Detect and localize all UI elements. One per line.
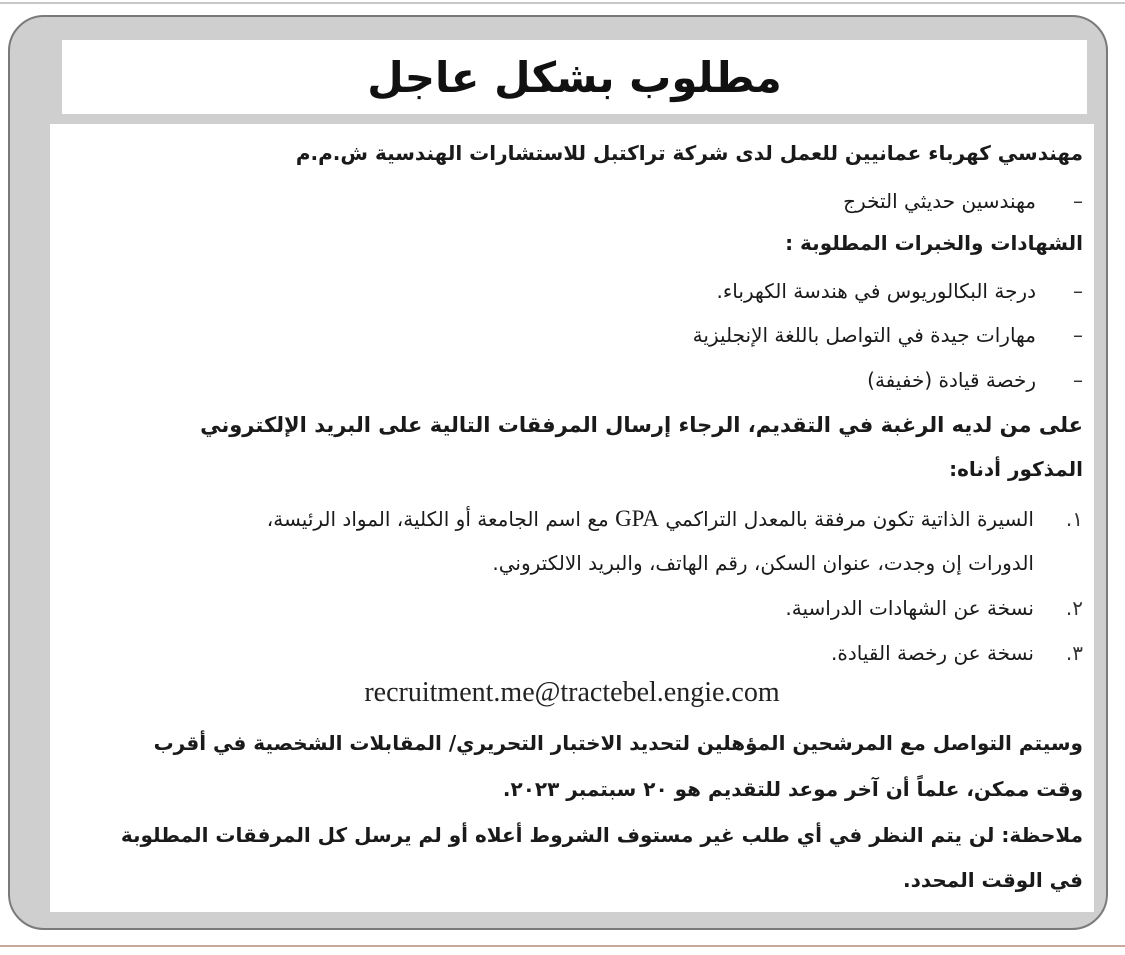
ad-body xyxy=(50,124,1094,912)
attachment-number: ١. xyxy=(1065,507,1083,531)
attachment-item-continued: الدورات إن وجدت، عنوان السكن، رقم الهاتف، والبريد الالكتروني. xyxy=(492,551,1034,575)
qualification-item: مهارات جيدة في التواصل باللغة الإنجليزية xyxy=(692,323,1036,347)
bullet-mark: – xyxy=(1073,323,1083,347)
target-group: مهندسين حديثي التخرج xyxy=(843,189,1036,213)
attachment-number: ٢. xyxy=(1065,596,1083,620)
attachment-item xyxy=(70,504,1034,534)
contact-notice-continued: وقت ممكن، علماً أن آخر موعد للتقديم هو ٢٠ سبتمبر ٢٠٢٣. xyxy=(502,777,1083,801)
qualification-item: درجة البكالوريوس في هندسة الكهرباء. xyxy=(716,279,1036,303)
attachment-item: نسخة عن رخصة القيادة. xyxy=(831,641,1034,665)
attachment-text: مع اسم الجامعة أو الكلية، المواد الرئيسة، xyxy=(266,507,609,531)
bullet-mark: – xyxy=(1073,189,1083,213)
attachment-item: نسخة عن الشهادات الدراسية. xyxy=(785,596,1034,620)
bottom-divider xyxy=(0,945,1125,947)
apply-instructions: على من لديه الرغبة في التقديم، الرجاء إرسال المرفقات التالية على البريد الإلكتروني xyxy=(200,413,1083,437)
note: ملاحظة: لن يتم النظر في أي طلب غير مستوف الشروط أعلاه أو لم يرسل كل المرفقات المطلوبة xyxy=(120,823,1083,847)
qualification-item: رخصة قيادة (خفيفة) xyxy=(867,368,1036,392)
attachment-number: ٣. xyxy=(1065,641,1083,665)
top-divider xyxy=(0,2,1125,4)
contact-notice: وسيتم التواصل مع المرشحين المؤهلين لتحديد الاختبار التحريري/ المقابلات الشخصية في أقرب xyxy=(153,731,1083,755)
ad-headline: مهندسي كهرباء عمانيين للعمل لدى شركة تراكتبل للاستشارات الهندسية ش.م.م xyxy=(295,141,1083,165)
qualifications-heading: الشهادات والخبرات المطلوبة : xyxy=(785,231,1083,255)
attachment-text: السيرة الذاتية تكون مرفقة بالمعدل التراكمي xyxy=(665,507,1034,531)
note-continued: في الوقت المحدد. xyxy=(902,868,1083,892)
title-banner xyxy=(62,40,1087,114)
ad-title: مطلوب بشكل عاجل xyxy=(367,52,782,102)
gpa-label: GPA xyxy=(615,506,659,531)
application-email[interactable]: recruitment.me@tractebel.engie.com xyxy=(364,677,780,708)
apply-instructions-continued: المذكور أدناه: xyxy=(949,457,1083,481)
bullet-mark: – xyxy=(1073,279,1083,303)
bullet-mark: – xyxy=(1073,368,1083,392)
